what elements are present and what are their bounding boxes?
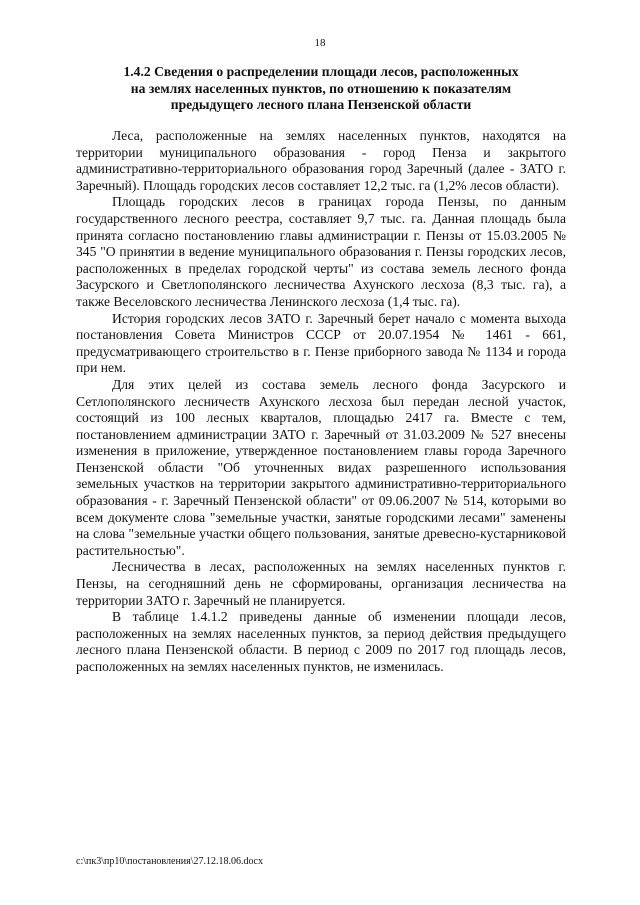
section-heading-line-2: на землях населенных пунктов, по отношению к показателям (130, 80, 512, 96)
section-heading (76, 64, 566, 114)
footer-file-path: c:\пк3\пр10\постановления\27.12.18.06.docx (76, 856, 263, 867)
section-heading-line-3: предыдущего лесного плана Пензенской области (170, 97, 472, 112)
paragraph-table-reference: В таблице 1.4.1.2 приведены данные об изменении площади лесов, расположенных на землях населенных пунктов, за период действия предыдущего лесного плана Пензенской области. В период с 2009 по 2017 год площадь лесов, расположенных на землях населенных пунктов, не изменилась. (76, 609, 566, 674)
paragraph-land-transfer: Для этих целей из состава земель лесного фонда Засурского и Сетлополянского лесничеств Ахунского лесхоза был передан лесной участок, состоящий из 100 лесных кварталов, площадью 2417 га. Вместе с тем, постановлением администрации ЗАТО г. Заречный от 31.03.2009 № 527 внесены изменения в приложение, утвержденное постановлением главы города Заречного Пензенской области "Об уточненных видах разрешенного использования земельных участков на территории закрытого административно-территориального образования - г. Заречный Пензенской области" от 09.06.2007 № 514, которыми во всем документе слова "земельные участки, занятые городскими лесами" заменены на слова "земельные участки общего пользования, занятые древесно-кустарниковой растительностью". (76, 376, 566, 558)
page-number: 18 (314, 37, 326, 49)
paragraph-zarechny-history: История городских лесов ЗАТО г. Заречный берет начало с момента выхода постановления Совета Министров СССР от 20.07.1954 № 1461 - 661, предусматривающего строительство в г. Пензе приборного завода № 1134 и города при нем. (76, 310, 566, 376)
paragraph-forestry-organization: Лесничества в лесах, расположенных на землях населенных пунктов г. Пензы, на сегодняшний день не сформированы, организация лесничества на территории ЗАТО г. Заречный не планируется. (76, 559, 566, 608)
body-text (76, 128, 566, 676)
section-heading-line-1: 1.4.2 Сведения о распределении площади лесов, расположенных (123, 64, 519, 79)
paragraph-penza-forest-area: Площадь городских лесов в границах города Пензы, по данным государственного лесного реестра, составляет 9,7 тыс. га. Данная площадь была принята согласно постановлению главы администрации г. Пензы от 15.03.2005 № 345 "О принятии в ведение муниципального образования г. Пензы городских лесов, расположенных в пределах городской черты" из состава земель лесного фонда Засурского и Светлополянского лесничества Ахунского лесхоза (8,3 тыс. га), а также Веселовского лесничества Ленинского лесхоза (1,4 тыс. га). (76, 194, 566, 309)
paragraph-city-forests-overview: Леса, расположенные на землях населенных пунктов, находятся на территории муниципального образования - город Пенза и закрытого административно-территориального образования город Заречный (далее - ЗАТО г. Заречный). Площадь городских лесов составляет 12,2 тыс. га (1,2% лесов области). (76, 128, 566, 193)
